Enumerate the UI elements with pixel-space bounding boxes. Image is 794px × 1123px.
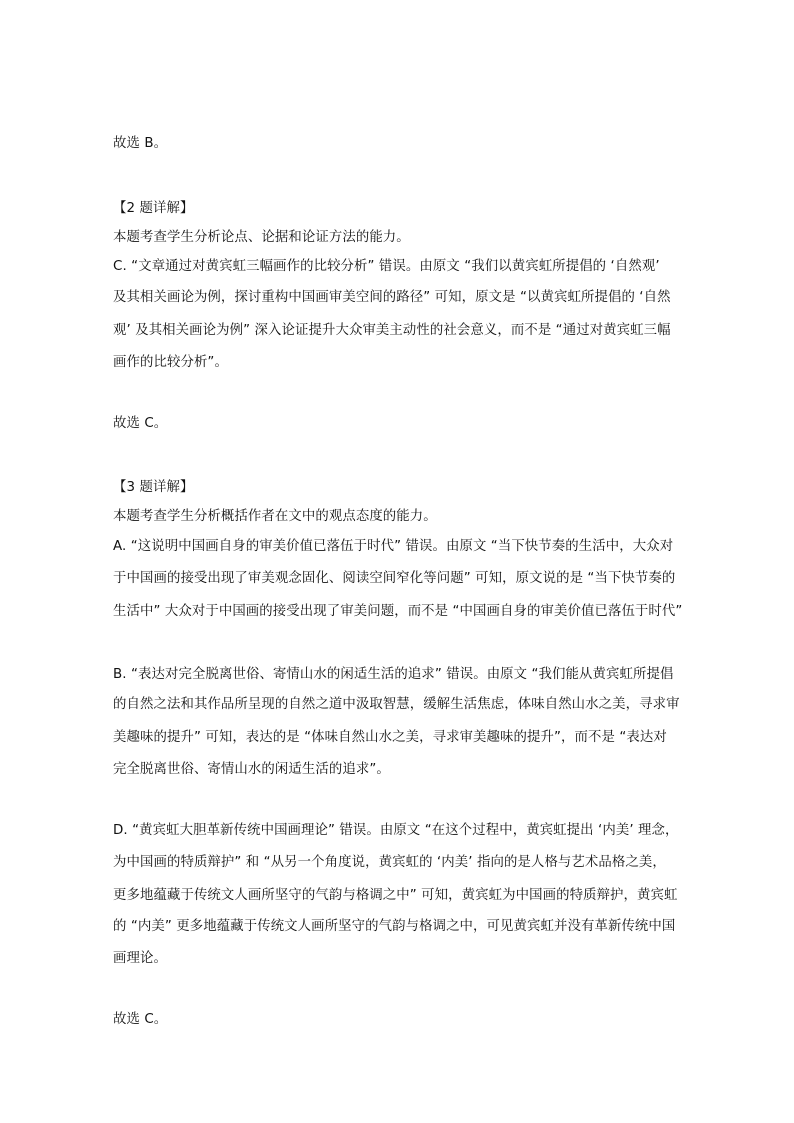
text-line: 观’ 及其相关画论为例” 深入论证提升大众审美主动性的社会意义，而不是 “通过对黄宾虹三幅	[113, 323, 671, 338]
text-line: 的自然之法和其作品所呈现的自然之道中汲取智慧，缓解生活焦虑，体味自然山水之美，寻求审	[113, 697, 680, 712]
text-line: 画作的比较分析”。	[113, 355, 228, 370]
text-line: 美趣味的提升” 可知，表达的是 “体味自然山水之美，寻求审美趣味的提升”，而不是 “表达对	[113, 730, 667, 745]
text-line: 生活中” 大众对于中国画的接受出现了审美问题，而不是 “中国画自身的审美价值已落伍于时代”	[113, 604, 683, 619]
text-line: 及其相关画论为例，探讨重构中国画审美空间的路径” 可知，原文是 “以黄宾虹所提倡的 ‘自然	[113, 290, 671, 305]
text-line: C. “文章通过对黄宾虹三幅画作的比较分析” 错误。由原文 “我们以黄宾虹所提倡的 ‘自然观’	[113, 259, 660, 274]
text-line: 更多地蕴藏于传统文人画所坚守的气韵与格调之中” 可知，黄宾虹为中国画的特质辩护，黄宾虹	[113, 888, 678, 903]
text-line: 完全脱离世俗、寄情山水的闲适生活的追求”。	[113, 762, 390, 777]
text-line: 故选 C。	[113, 1012, 168, 1027]
text-line: 故选 C。	[113, 416, 168, 431]
text-line: 为中国画的特质辩护” 和 “从另一个角度说，黄宾虹的 ‘内美’ 指向的是人格与艺术品格之美，	[113, 855, 666, 870]
text-line: B. “表达对完全脱离世俗、寄情山水的闲适生活的追求” 错误。由原文 “我们能从黄宾虹所提倡	[113, 667, 674, 682]
text-line: 本题考查学生分析概括作者在文中的观点态度的能力。	[113, 509, 437, 524]
section-heading: 【3 题详解】	[113, 480, 194, 495]
section-heading: 【2 题详解】	[113, 201, 194, 216]
text-line: D. “黄宾虹大胆革新传统中国画理论” 错误。由原文 “在这个过程中，黄宾虹提出 ‘内美’ 理念，	[113, 823, 679, 838]
text-line: 于中国画的接受出现了审美观念固化、阅读空间窄化等问题” 可知，原文说的是 “当下快节奏的	[113, 571, 676, 586]
text-line: 故选 B。	[113, 136, 168, 151]
text-line: 画理论。	[113, 951, 167, 966]
text-line: 的 “内美” 更多地蕴藏于传统文人画所坚守的气韵与格调之中，可见黄宾虹并没有革新传统中国	[113, 919, 676, 934]
text-line: 本题考查学生分析论点、论据和论证方法的能力。	[113, 230, 410, 245]
text-line: A. “这说明中国画自身的审美价值已落伍于时代” 错误。由原文 “当下快节奏的生活中，大众对	[113, 539, 674, 554]
